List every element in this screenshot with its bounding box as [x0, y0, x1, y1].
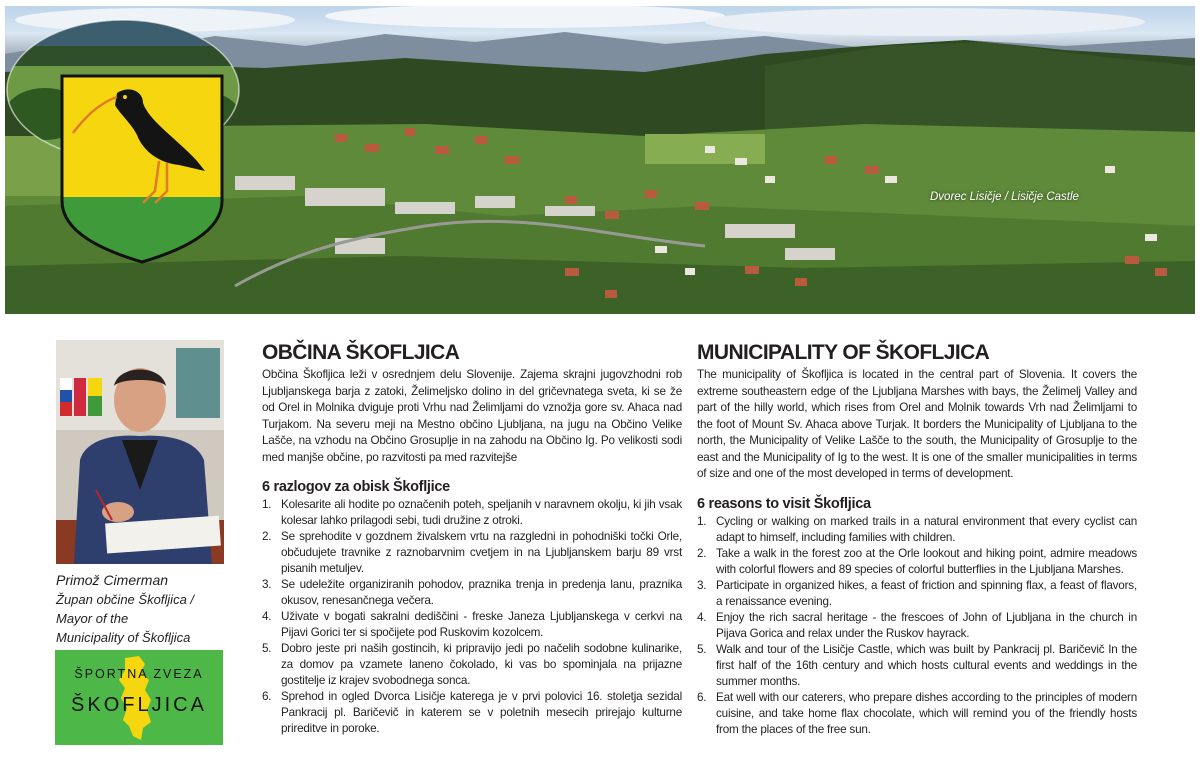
mayor-name: Primož Cimerman — [56, 572, 169, 588]
sports-union-logo — [55, 650, 223, 745]
castle-label: Dvorec Lisičje / Lisičje Castle — [930, 191, 1079, 203]
coat-of-arms-crest — [59, 73, 225, 265]
list-item — [262, 497, 682, 529]
list-item-text: Walk and tour of the Lisičje Castle, which was built by Pankracij pl. Baričevič In the first half of the 16th century and which hosts cultural events and weddings in the summer months. — [716, 642, 1137, 688]
list-item-text: Enjoy the rich sacral heritage - the frescoes of John of Ljubljana in the church in Pijava Gorica and relax under the Ruskov hayrack. — [716, 610, 1137, 640]
list-item — [697, 578, 1137, 610]
english-reasons-list — [697, 514, 1137, 738]
list-item-text: Cycling or walking on marked trails in a natural environment that every cyclist can adapt to himself, including families with children. — [716, 514, 1137, 544]
english-reasons-heading: 6 reasons to visit Škofljica — [697, 495, 871, 512]
mayor-title-line: Mayor of the — [56, 611, 129, 626]
list-item-text: Se sprehodite v gozdnem živalskem vrtu na razgledni in pohodniški točki Orle, občudujete travnike z raznobarvnim cvetjem in na Ljubljanskem barju 89 vrst pisanih metuljev. — [281, 530, 682, 575]
mayor-title — [56, 590, 236, 647]
list-item-text: Se udeležite organiziranih pohodov, praznika trenja in predenja lanu, praznika okusov, renesančnega večera. — [281, 578, 682, 607]
slovene-text-column — [262, 340, 682, 737]
english-heading: MUNICIPALITY OF ŠKOFLJICA — [697, 341, 990, 364]
list-item-number: 5. — [697, 642, 707, 656]
club-logo-top-text: ŠPORTNA ZVEZA — [74, 667, 204, 681]
list-item — [697, 546, 1137, 578]
list-item — [697, 690, 1137, 738]
list-item-number: 4. — [262, 610, 272, 623]
slovene-reasons-heading: 6 razlogov za obisk Škofljice — [262, 479, 450, 495]
list-item — [697, 610, 1137, 642]
list-item-text: Dobro jeste pri naših gostincih, ki pripravijo jedi po načelih sodobne kulinarike, za domov pa vzamete laneno čokolado, ki vas bo spominjala na prijazne gostitelje iz krajev svobodnega sonca. — [281, 642, 682, 687]
club-logo-main-text: ŠKOFLJICA — [71, 694, 207, 716]
list-item-text: Take a walk in the forest zoo at the Orle lookout and hiking point, admire meadows with colorful flowers and 89 species of colorful butterflies in the Ljubljana Marshes. — [716, 546, 1137, 576]
list-item — [262, 577, 682, 609]
slovene-intro-paragraph: Občina Škofljica leži v osrednjem delu Slovenije. Zajema skrajni jugovzhodni rob Ljubljanskega barja z zatoki, Želimeljsko dolino in del gričevnatega sveta, ki se že od Orel in Molnika dviguje proti Vrhu nad Želimljami do vznožja gore sv. Ahaca nad Turjakom. Na severu meji na Mestno občino Ljubljana, na jugu na Občino Velike Lašče, na vzhodu na Občino Grosuplje in na zahodu na Občino Ig. Po velikosti sodi med manjše občine, po razvitosti pa med razvitejše — [262, 368, 682, 464]
list-item — [697, 642, 1137, 690]
list-item-number: 2. — [262, 530, 272, 543]
list-item — [697, 514, 1137, 546]
aerial-panorama-photo — [5, 6, 1195, 314]
list-item-number: 3. — [697, 578, 707, 592]
list-item — [262, 529, 682, 577]
list-item-text: Eat well with our caterers, who prepare dishes according to the principles of modern cuisine, and take home flax chocolate, which will remind you of the friendly hosts from the places of the free sun. — [716, 690, 1137, 736]
slovene-reasons-list — [262, 497, 682, 737]
mayor-portrait-illustration — [56, 340, 224, 564]
list-item-text: Participate in organized hikes, a feast of friction and spinning flax, a feast of flavors, a renaissance evening. — [716, 578, 1137, 608]
mayor-portrait-photo — [56, 340, 224, 564]
list-item — [262, 609, 682, 641]
slovene-heading: OBČINA ŠKOFLJICA — [262, 341, 460, 364]
list-item-number: 2. — [697, 546, 707, 560]
list-item-text: Sprehod in ogled Dvorca Lisičje katerega je v prvi polovici 16. stoletja sezidal Pankracij pl. Baričevič in katerem se v poletnih mesecih prirejajo kulturne prireditve in poroke. — [281, 690, 682, 735]
list-item-text: Kolesarite ali hodite po označenih poteh, speljanih v naravnem okolju, ki jih vsak kolesar lahko prilagodi sebi, tudi družine z otroki. — [281, 498, 682, 527]
mayor-title-line: Župan občine Škofljica / — [56, 592, 195, 607]
list-item-number: 3. — [262, 578, 272, 591]
list-item-number: 4. — [697, 610, 707, 624]
list-item — [262, 689, 682, 737]
list-item-number: 5. — [262, 642, 272, 655]
english-text-column — [697, 340, 1137, 738]
mayor-title-line: Municipality of Škofljica — [56, 630, 191, 645]
list-item — [262, 641, 682, 689]
list-item-number: 6. — [262, 690, 272, 703]
list-item-number: 1. — [262, 498, 272, 511]
list-item-number: 6. — [697, 690, 707, 704]
list-item-text: Uživate v bogati sakralni dediščini - freske Janeza Ljubljanskega v cerkvi na Pijavi Gorici ter si spočijete pod Ruskovim kozolcem. — [281, 610, 682, 639]
english-intro-paragraph: The municipality of Škofljica is located in the central part of Slovenia. It covers the extreme southeastern edge of the Ljubljana Marshes with bays, the Želimelj Valley and part of the hilly world, which rises from Orel and Molnik towards Vrh nad Želimljami to the foot of Mount Sv. Ahaca above Turjak. It borders the Municipality of Ljubljana to the north, the Municipality of Velike Lašče to the south, the Municipality of Grosuplje to the east and the Municipality of Ig to the west. It is one of the smaller municipalities in terms of size and one of the most developed in terms of development. — [697, 368, 1137, 480]
list-item-number: 1. — [697, 514, 707, 528]
